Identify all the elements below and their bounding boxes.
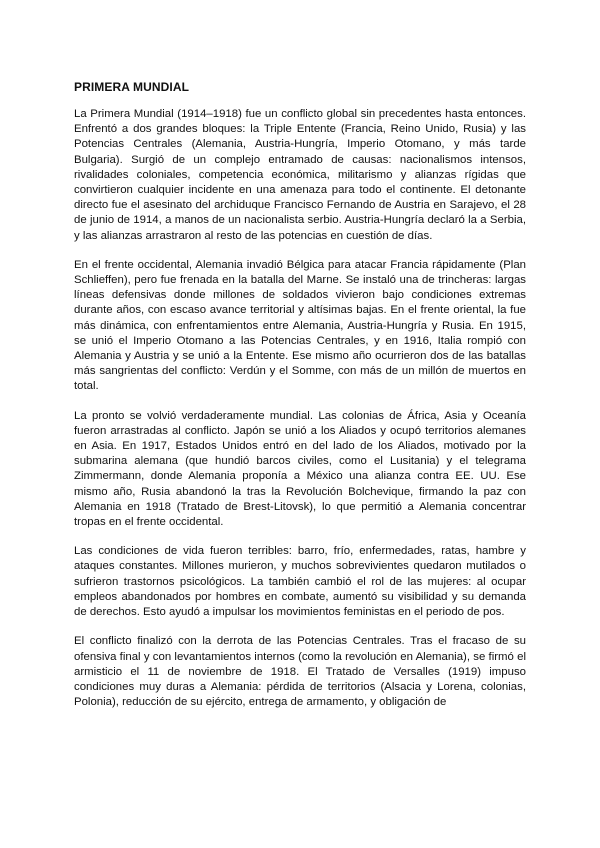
paragraph-global-war: La pronto se volvió verdaderamente mundial. Las colonias de África, Asia y Oceanía fueron arrastradas al conflicto. Japón se unió a los Aliados y ocupó territorios alemanes en Asia. En 1917, Estados Unidos entró en del lado de los Aliados, motivado por la submarina alemana (que hundió barcos civiles, como el Lusitania) y el telegrama Zimmermann, donde Alemania proponía a México una alianza contra EE. UU. Ese mismo año, Rusia abandonó la tras la Revolución Bolchevique, firmando la paz con Alemania en 1918 (Tratado de Brest-Litovsk), lo que permitió a Alemania concentrar tropas en el frente occidental. [74, 409, 526, 529]
paragraph-living-conditions: Las condiciones de vida fueron terribles: barro, frío, enfermedades, ratas, hambre y ataques constantes. Millones murieron, y muchos sobrevivientes quedaron mutilados o sufrieron trastornos psicológicos. La también cambió el rol de las mujeres: al ocupar empleos abandonados por hombres en combate, aumentó su visibilidad y su demanda de derechos. Esto ayudó a impulsar los movimientos feministas en el periodo de pos. [74, 545, 526, 619]
paragraph-intro: La Primera Mundial (1914–1918) fue un conflicto global sin precedentes hasta entonces. Enfrentó a dos grandes bloques: la Triple Entente (Francia, Reino Unido, Rusia) y las Potencias Centrales (Alemania, Austria-Hungría, Imperio Otomano, y más tarde Bulgaria). Surgió de un complejo entramado de causas: nacionalismos intensos, rivalidades coloniales, competencia económica, militarismo y alianzas rígidas que convirtieron cualquier incidente en una amenaza para todo el continente. El detonante directo fue el asesinato del archiduque Francisco Fernando de Austria en Sarajevo, el 28 de junio de 1914, a manos de un nacionalista serbio. Austria-Hungría declaró la a Serbia, y las alianzas arrastraron al resto de las potencias en cuestión de días. [74, 108, 526, 242]
paragraph-fronts: En el frente occidental, Alemania invadió Bélgica para atacar Francia rápidamente (Plan Schlieffen), pero fue frenada en la batalla del Marne. Se instaló una de trincheras: largas líneas defensivas donde millones de soldados vivieron bajo condiciones extremas durante años, con escaso avance territorial y altísimas bajas. En el frente oriental, la fue más dinámica, con enfrentamientos entre Alemania, Austria-Hungría y Rusia. En 1915, se unió el Imperio Otomano a las Potencias Centrales, y en 1916, Italia rompió con Alemania y Austria y se unió a la Entente. Ese mismo año ocurrieron dos de las batallas más sangrientas del conflicto: Verdún y el Somme, con más de un millón de muertos en total. [74, 258, 526, 393]
paragraph-end-of-war: El conflicto finalizó con la derrota de las Potencias Centrales. Tras el fracaso de su ofensiva final y con levantamientos internos (como la revolución en Alemania), se firmó el armisticio el 11 de noviembre de 1918. El Tratado de Versalles (1919) impuso condiciones muy duras a Alemania: pérdida de territorios (Alsacia y Lorena, colonias, Polonia), reducción de su ejército, entrega de armamento, y obligación de [74, 635, 526, 709]
document-title: PRIMERA MUNDIAL [74, 80, 190, 94]
document-page [74, 80, 526, 724]
